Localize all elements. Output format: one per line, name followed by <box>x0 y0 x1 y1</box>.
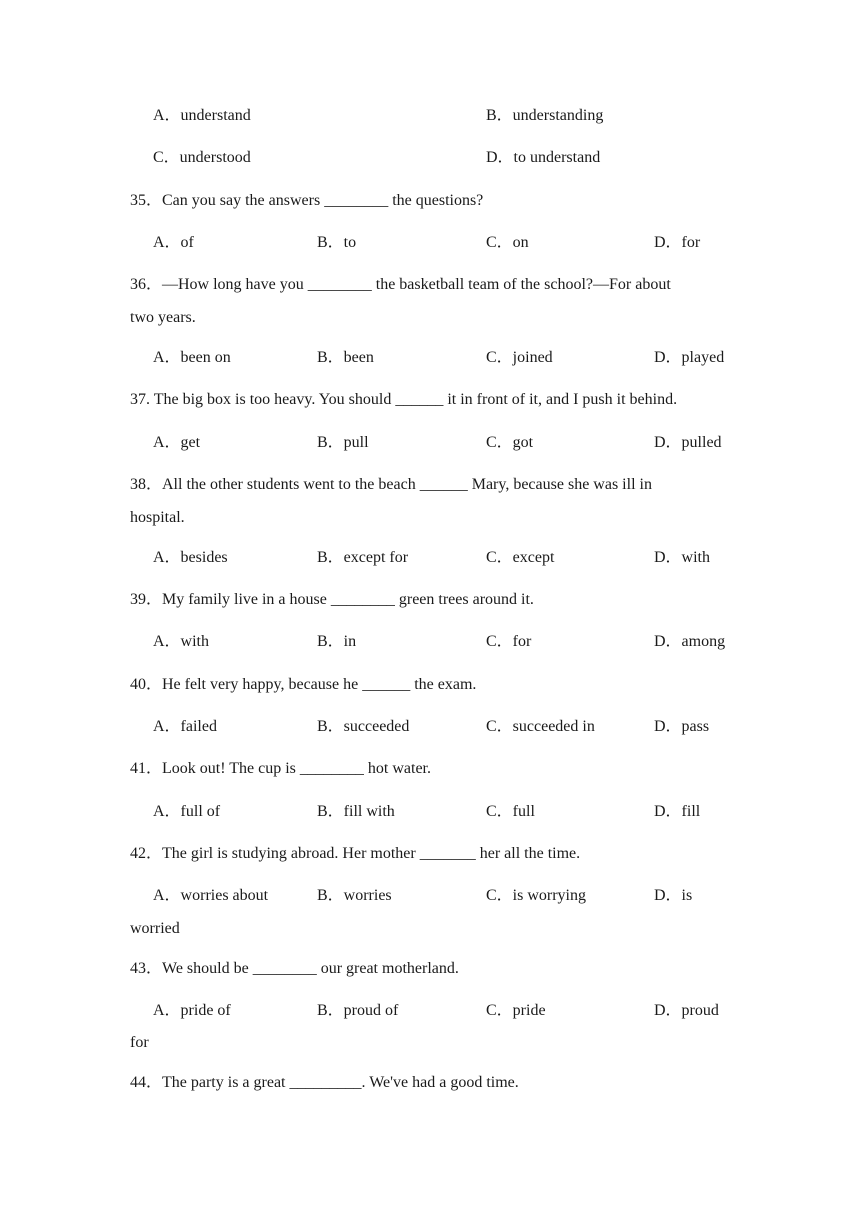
q35-option-b: B．to <box>317 234 357 251</box>
q42-option-d: D．is <box>654 887 693 904</box>
q36-stem-line2: two years. <box>130 309 196 326</box>
q38-option-c: C．except <box>486 549 555 566</box>
q43-option-b: B．proud of <box>317 1002 399 1019</box>
q40-option-a: A．failed <box>153 718 217 735</box>
q43-option-c: C．pride <box>486 1002 546 1019</box>
q38-stem-line1: 38．All the other students went to the beach ______ Mary, because she was ill in <box>130 476 652 493</box>
q44-stem: 44．The party is a great _________. We've had a good time. <box>130 1074 519 1091</box>
q34-option-c: C．understood <box>153 149 251 166</box>
q36-option-c: C．joined <box>486 349 553 366</box>
q40-option-b: B．succeeded <box>317 718 410 735</box>
q38-stem-line2: hospital. <box>130 509 185 526</box>
q37-option-b: B．pull <box>317 434 369 451</box>
q39-option-b: B．in <box>317 633 357 650</box>
q37-option-d: D．pulled <box>654 434 722 451</box>
q42-stem: 42．The girl is studying abroad. Her mother _______ her all the time. <box>130 845 581 862</box>
q37-stem: 37. The big box is too heavy. You should ______ it in front of it, and I push it behind. <box>130 391 678 408</box>
q35-option-d: D．for <box>654 234 701 251</box>
q34-option-a: A．understand <box>153 107 251 124</box>
q42-option-a: A．worries about <box>153 887 269 904</box>
q36-stem-line1: 36．—How long have you ________ the basketball team of the school?—For about <box>130 276 671 293</box>
q42-option-b: B．worries <box>317 887 392 904</box>
q42-option-c: C．is worrying <box>486 887 587 904</box>
q38-option-b: B．except for <box>317 549 409 566</box>
q43-stem: 43．We should be ________ our great motherland. <box>130 960 459 977</box>
q38-option-d: D．with <box>654 549 711 566</box>
q40-stem: 40．He felt very happy, because he ______ the exam. <box>130 676 477 693</box>
q40-option-d: D．pass <box>654 718 710 735</box>
q35-option-c: C．on <box>486 234 529 251</box>
q42-option-d-wrap: worried <box>130 920 180 937</box>
q39-option-d: D．among <box>654 633 726 650</box>
q41-option-d: D．fill <box>654 803 701 820</box>
q41-option-b: B．fill with <box>317 803 395 820</box>
q43-option-d-wrap: for <box>130 1034 149 1051</box>
q35-stem: 35．Can you say the answers ________ the questions? <box>130 192 484 209</box>
q37-option-c: C．got <box>486 434 534 451</box>
q41-option-a: A．full of <box>153 803 221 820</box>
q41-stem: 41．Look out! The cup is ________ hot water. <box>130 760 432 777</box>
q40-option-c: C．succeeded in <box>486 718 595 735</box>
q39-stem: 39．My family live in a house ________ green trees around it. <box>130 591 534 608</box>
q39-option-a: A．with <box>153 633 210 650</box>
q39-option-c: C．for <box>486 633 532 650</box>
q35-option-a: A．of <box>153 234 194 251</box>
q41-option-c: C．full <box>486 803 535 820</box>
q37-option-a: A．get <box>153 434 201 451</box>
q36-option-a: A．been on <box>153 349 231 366</box>
q43-option-a: A．pride of <box>153 1002 231 1019</box>
q36-option-b: B．been <box>317 349 374 366</box>
q43-option-d: D．proud <box>654 1002 719 1019</box>
q38-option-a: A．besides <box>153 549 228 566</box>
q36-option-d: D．played <box>654 349 725 366</box>
q34-option-b: B．understanding <box>486 107 604 124</box>
q34-option-d: D．to understand <box>486 149 601 166</box>
